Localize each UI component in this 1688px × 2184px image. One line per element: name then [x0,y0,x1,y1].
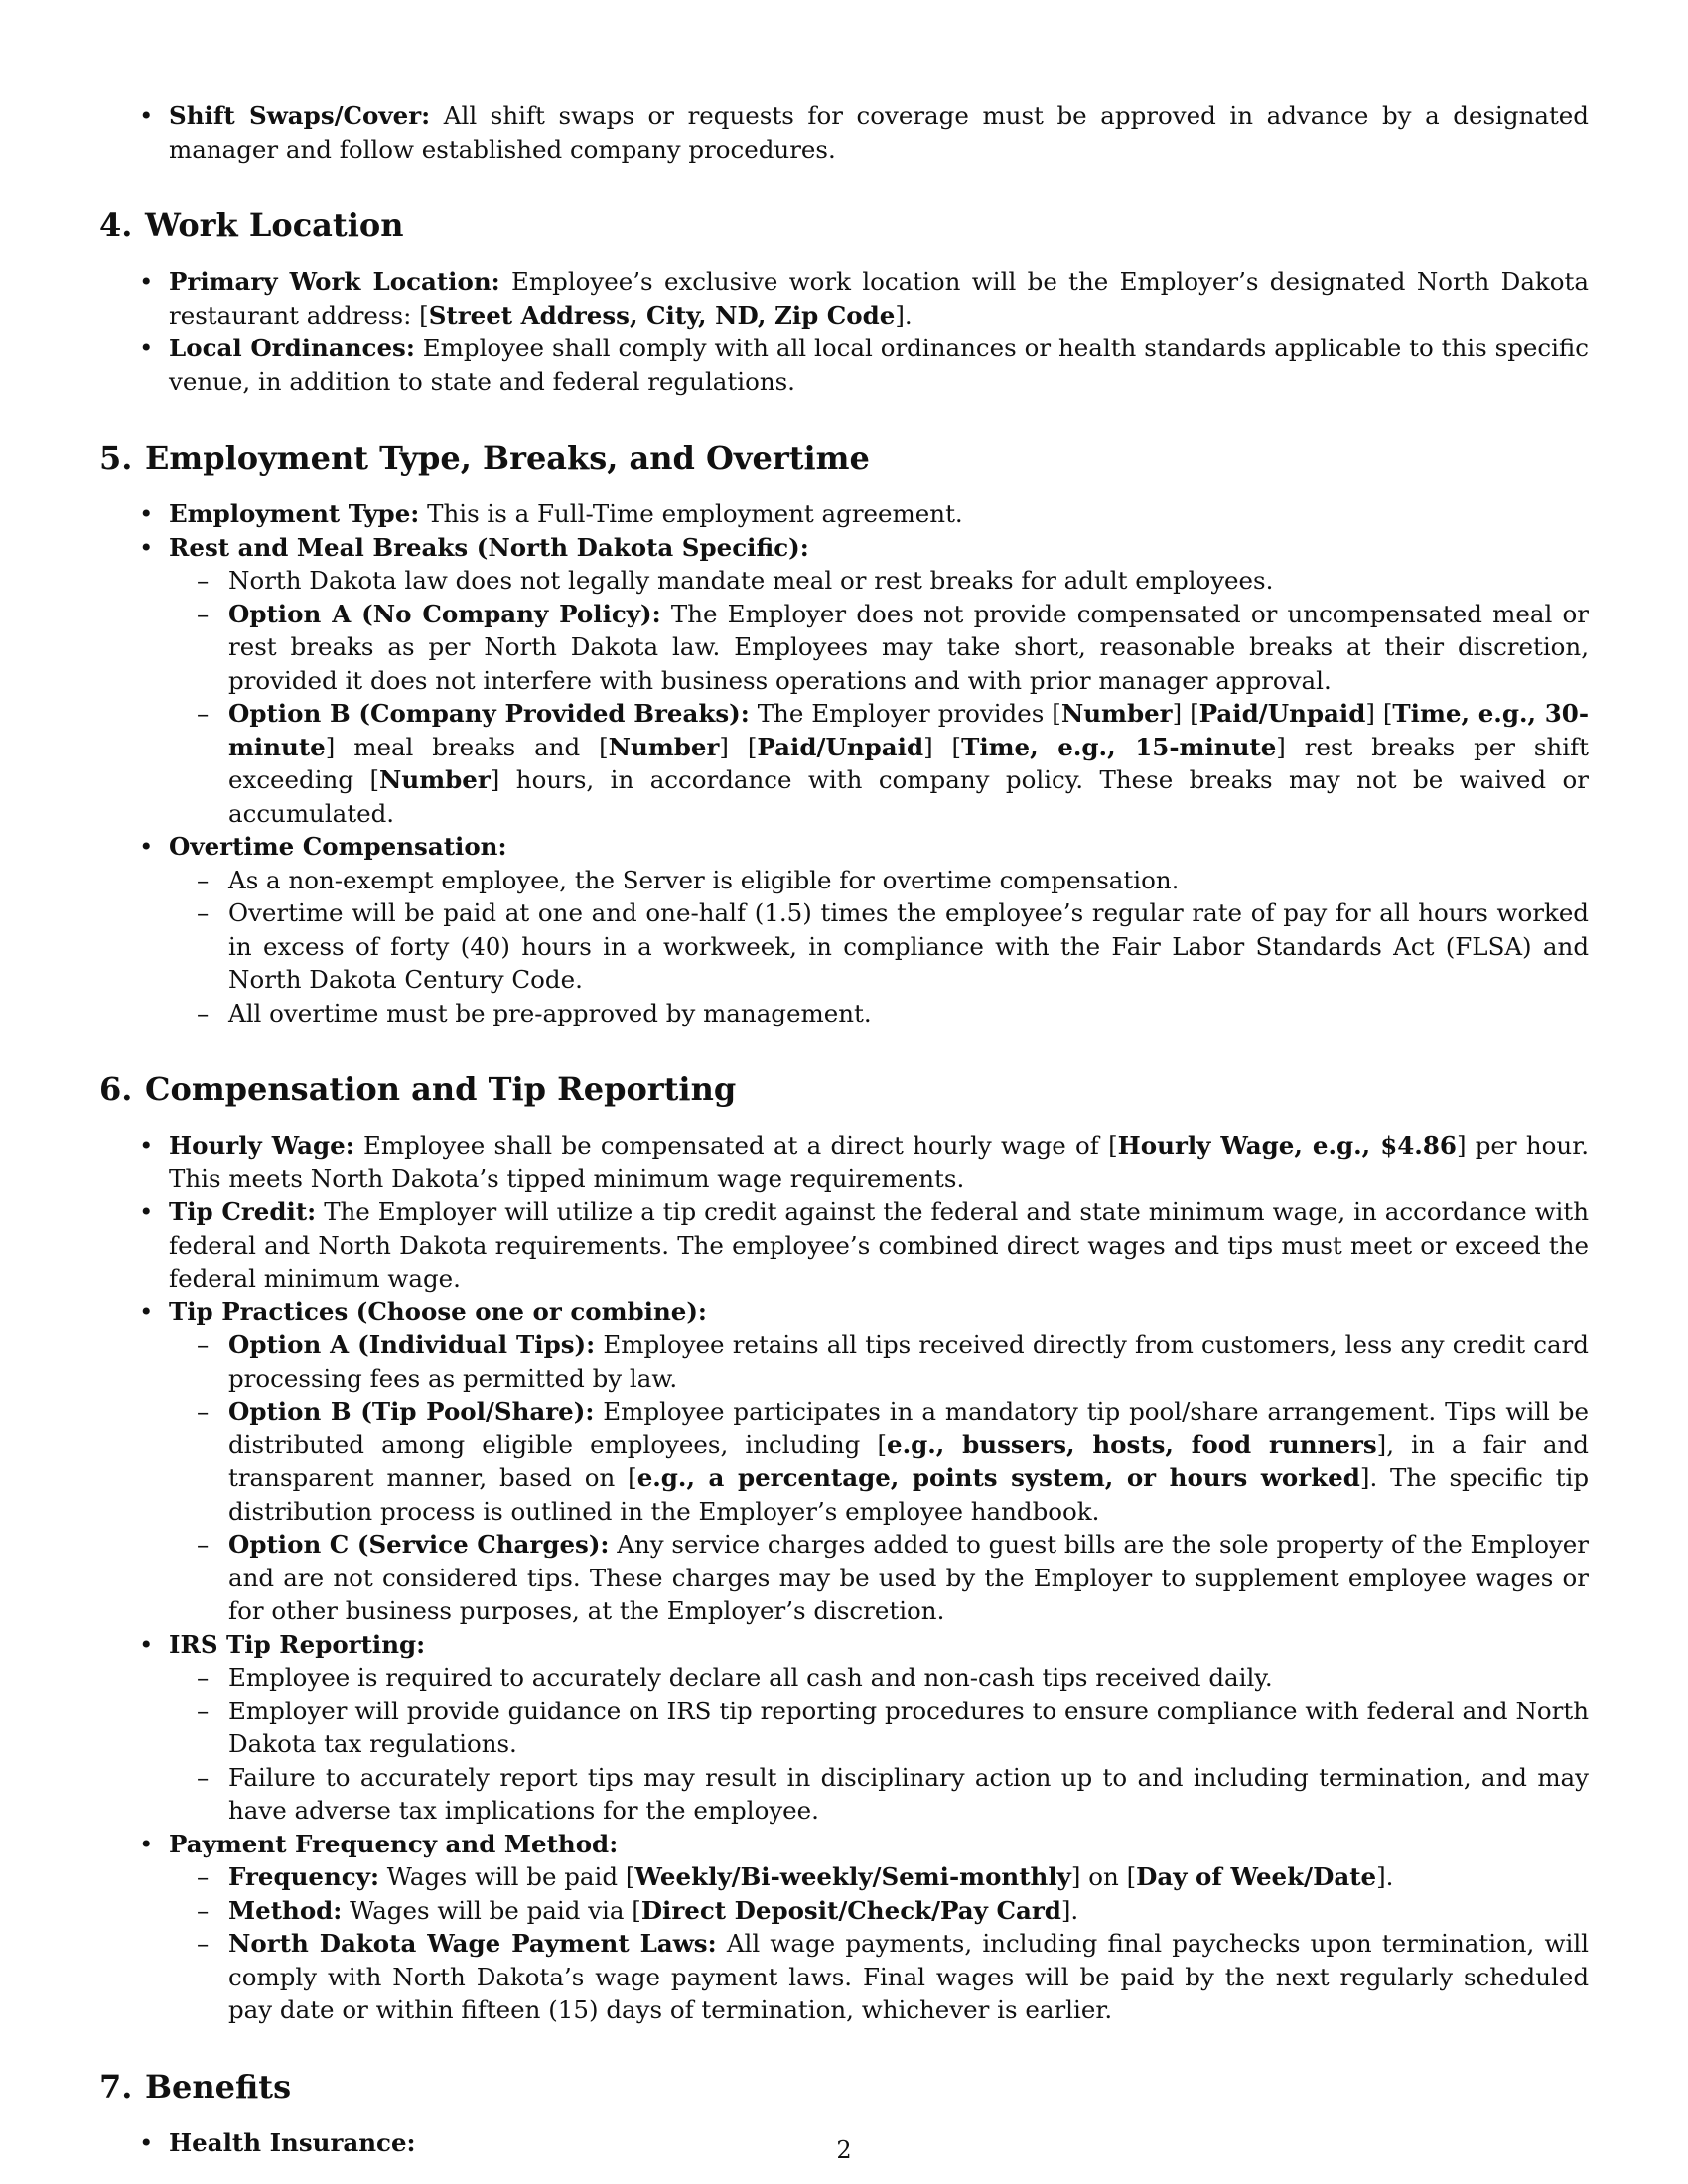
section-title: Compensation and Tip Reporting [145,1070,737,1108]
placeholder-field: Number [1060,699,1173,728]
list-item [169,531,1589,831]
item-label: North Dakota Wage Payment Laws: [228,1929,717,1958]
item-text: Employee participates in a mandatory tip pool/share arrangement. Tips will be distributed among eligible employees, including [ [228,1397,1589,1459]
placeholder-field: Day of Week/Date [1136,1862,1377,1891]
item-text: Employee shall comply with all local ordinances or health standards applicable to this specific venue, in addition to state and federal regulations. [169,334,1589,396]
item-text: North Dakota law does not legally mandate meal or rest breaks for adult employees. [228,566,1274,595]
item-text: The Employer provides [ [749,699,1061,728]
sub-list [169,864,1589,1030]
placeholder-field: Paid/Unpaid [1198,699,1366,728]
list-item [169,497,1589,531]
sub-list-item [228,896,1589,997]
item-text: ]. [895,300,913,330]
item-text: Wages will be paid via [ [342,1895,641,1925]
section-heading [99,205,1589,245]
item-text: All shift swaps or requests for coverage must be approved in advance by a designated manager and follow established company procedures. [169,101,1589,164]
section-heading [99,2067,1589,2107]
item-text: Overtime will be paid at one and one-half (1.5) times the employee’s regular rate of pay for all hours worked in excess of forty (40) hours in a workweek, in compliance with the Fair Labor Standards Act (FLSA) and North Dakota Century Code. [228,898,1589,994]
placeholder-field: Weekly/Bi-weekly/Semi-monthly [634,1862,1071,1891]
sub-list-item [228,598,1589,698]
placeholder-field: Street Address, City, ND, Zip Code [428,300,896,330]
item-label: Employment Type: [169,499,420,528]
continued-list [99,99,1589,166]
sub-list-item [228,697,1589,830]
item-label: Option B (Tip Pool/Share): [228,1397,595,1426]
list-item [169,830,1589,1029]
list-item [169,332,1589,398]
sub-list-item [228,564,1589,598]
sub-list [169,1328,1589,1628]
sub-list-item [228,1860,1589,1894]
item-text: As a non-exempt employee, the Server is eligible for overtime compensation. [228,865,1180,894]
section-heading [99,438,1589,478]
section-number: 7. [99,2067,133,2106]
item-text: Any service charges added to guest bills are the sole property of the Employer and are not considered tips. These charges may be used by the Employer to supplement employee wages or for other business purposes, at the Employer’s discretion. [228,1530,1589,1625]
sub-list [169,1661,1589,1828]
item-text: ], in a fair and transparent manner, based on [ [228,1430,1589,1492]
section-title: Employment Type, Breaks, and Overtime [145,439,870,477]
placeholder-field: Time, e.g., 15-minute [961,732,1277,761]
item-label: Option C (Service Charges): [228,1530,610,1559]
item-text: Employer will provide guidance on IRS tip reporting procedures to ensure compliance with federal and North Dakota tax regulations. [228,1696,1589,1758]
item-text: ] [ [1365,699,1393,728]
section-title: Benefits [145,2067,292,2106]
list-item [169,1296,1589,1628]
item-text: ]. The specific tip distribution process is outlined in the Employer’s employee handbook. [228,1463,1589,1526]
placeholder-field: Direct Deposit/Check/Pay Card [640,1895,1061,1925]
item-label: Payment Frequency and Method: [169,1829,619,1858]
sub-list-item [228,1328,1589,1395]
item-text: Employee’s exclusive work location will be the Employer’s designated North Dakota restaurant address: [ [169,267,1589,330]
item-label: Shift Swaps/Cover: [169,101,431,130]
list-item [169,99,1589,166]
sub-list-item [228,1927,1589,2027]
section-4 [99,205,1589,398]
item-text: ] rest breaks per shift exceeding [ [228,732,1589,794]
sub-list-item [228,1695,1589,1761]
section-number: 5. [99,439,133,477]
item-label: Primary Work Location: [169,267,500,296]
list-item [169,1828,1589,2027]
placeholder-field: Number [379,765,491,794]
sub-list [169,1860,1589,2027]
sub-list-item [228,1761,1589,1828]
item-label: Health Insurance: [169,2127,416,2157]
item-text: ] meal breaks and [ [325,732,609,761]
list-item [169,1195,1589,1296]
item-text: All wage payments, including final paychecks upon termination, will comply with North Dakota’s wage payment laws. Final wages will be paid by the next regularly scheduled pay date or within fifteen (15) days of termination, whichever is earlier. [228,1929,1590,2024]
section-number: 4. [99,206,133,244]
item-text: ] [ [923,732,962,761]
section-6 [99,1069,1589,2027]
placeholder-field: Hourly Wage, e.g., $4.86 [1117,1131,1457,1160]
placeholder-field: Time, e.g., 30-minute [228,699,1589,761]
placeholder-field: e.g., bussers, hosts, food runners [887,1430,1377,1459]
item-label: IRS Tip Reporting: [169,1629,426,1659]
item-text: ] [ [1172,699,1199,728]
bullet-list [99,1129,1589,2027]
item-label: Option B (Company Provided Breaks): [228,699,750,728]
item-text: ] on [ [1070,1862,1137,1891]
sub-list-item [228,1395,1589,1528]
item-label: Tip Credit: [169,1197,317,1226]
item-text: ] [ [719,732,758,761]
section-number: 6. [99,1070,133,1108]
sub-list-item [228,1661,1589,1695]
item-label: Tip Practices (Choose one or combine): [169,1297,707,1326]
item-label: Method: [228,1895,343,1925]
placeholder-field: Paid/Unpaid [757,732,924,761]
item-text: This is a Full-Time employment agreement. [419,499,963,528]
item-text: Employee is required to accurately declare all cash and non-cash tips received daily. [228,1663,1273,1692]
sections [99,205,1589,2159]
page-number: 2 [836,2136,852,2164]
item-text: ]. [1376,1862,1394,1891]
item-text: ] per hour. This meets North Dakota’s tipped minimum wage requirements. [169,1131,1590,1193]
document-content [99,99,1589,2159]
sub-list-item [228,997,1589,1030]
placeholder-field: e.g., a percentage, points system, or hours worked [636,1463,1360,1492]
item-label: Rest and Meal Breaks (North Dakota Specific): [169,532,809,562]
item-text: ]. [1060,1895,1079,1925]
section-title: Work Location [145,206,404,244]
item-label: Local Ordinances: [169,334,415,362]
sub-list-item [228,1528,1589,1628]
section-heading [99,1069,1589,1109]
item-label: Frequency: [228,1862,380,1891]
sub-list-item [228,864,1589,897]
item-text: The Employer does not provide compensated or uncompensated meal or rest breaks as per North Dakota law. Employees may take short, reasonable breaks at their discretion, provided it does not interfere with business operations and with prior manager approval. [228,599,1589,695]
item-text: ] hours, in accordance with company policy. These breaks may not be waived or accumulated. [228,765,1589,828]
item-label: Overtime Compensation: [169,832,507,861]
item-label: Option A (Individual Tips): [228,1330,596,1359]
placeholder-field: Number [608,732,720,761]
item-label: Option A (No Company Policy): [228,599,661,628]
item-text: The Employer will utilize a tip credit against the federal and state minimum wage, in accordance with federal and North Dakota requirements. The employee’s combined direct wages and tips must meet or exceed the federal minimum wage. [169,1197,1590,1293]
item-text: All overtime must be pre-approved by management. [228,998,872,1027]
sub-list [169,564,1589,830]
item-text: Wages will be paid [ [379,1862,635,1891]
sub-list-item [228,1894,1589,1928]
bullet-list [99,265,1589,398]
item-label: Hourly Wage: [169,1131,354,1160]
list-item [169,265,1589,332]
item-text: Failure to accurately report tips may result in disciplinary action up to and including termination, and may have adverse tax implications for the employee. [228,1762,1589,1825]
item-text: Employee shall be compensated at a direct hourly wage of [ [353,1131,1118,1160]
list-item [169,1628,1589,1828]
bullet-list [99,497,1589,1029]
list-item [169,1129,1589,1195]
item-text: Employee retains all tips received directly from customers, less any credit card processing fees as permitted by law. [228,1330,1589,1393]
section-5 [99,438,1589,1029]
